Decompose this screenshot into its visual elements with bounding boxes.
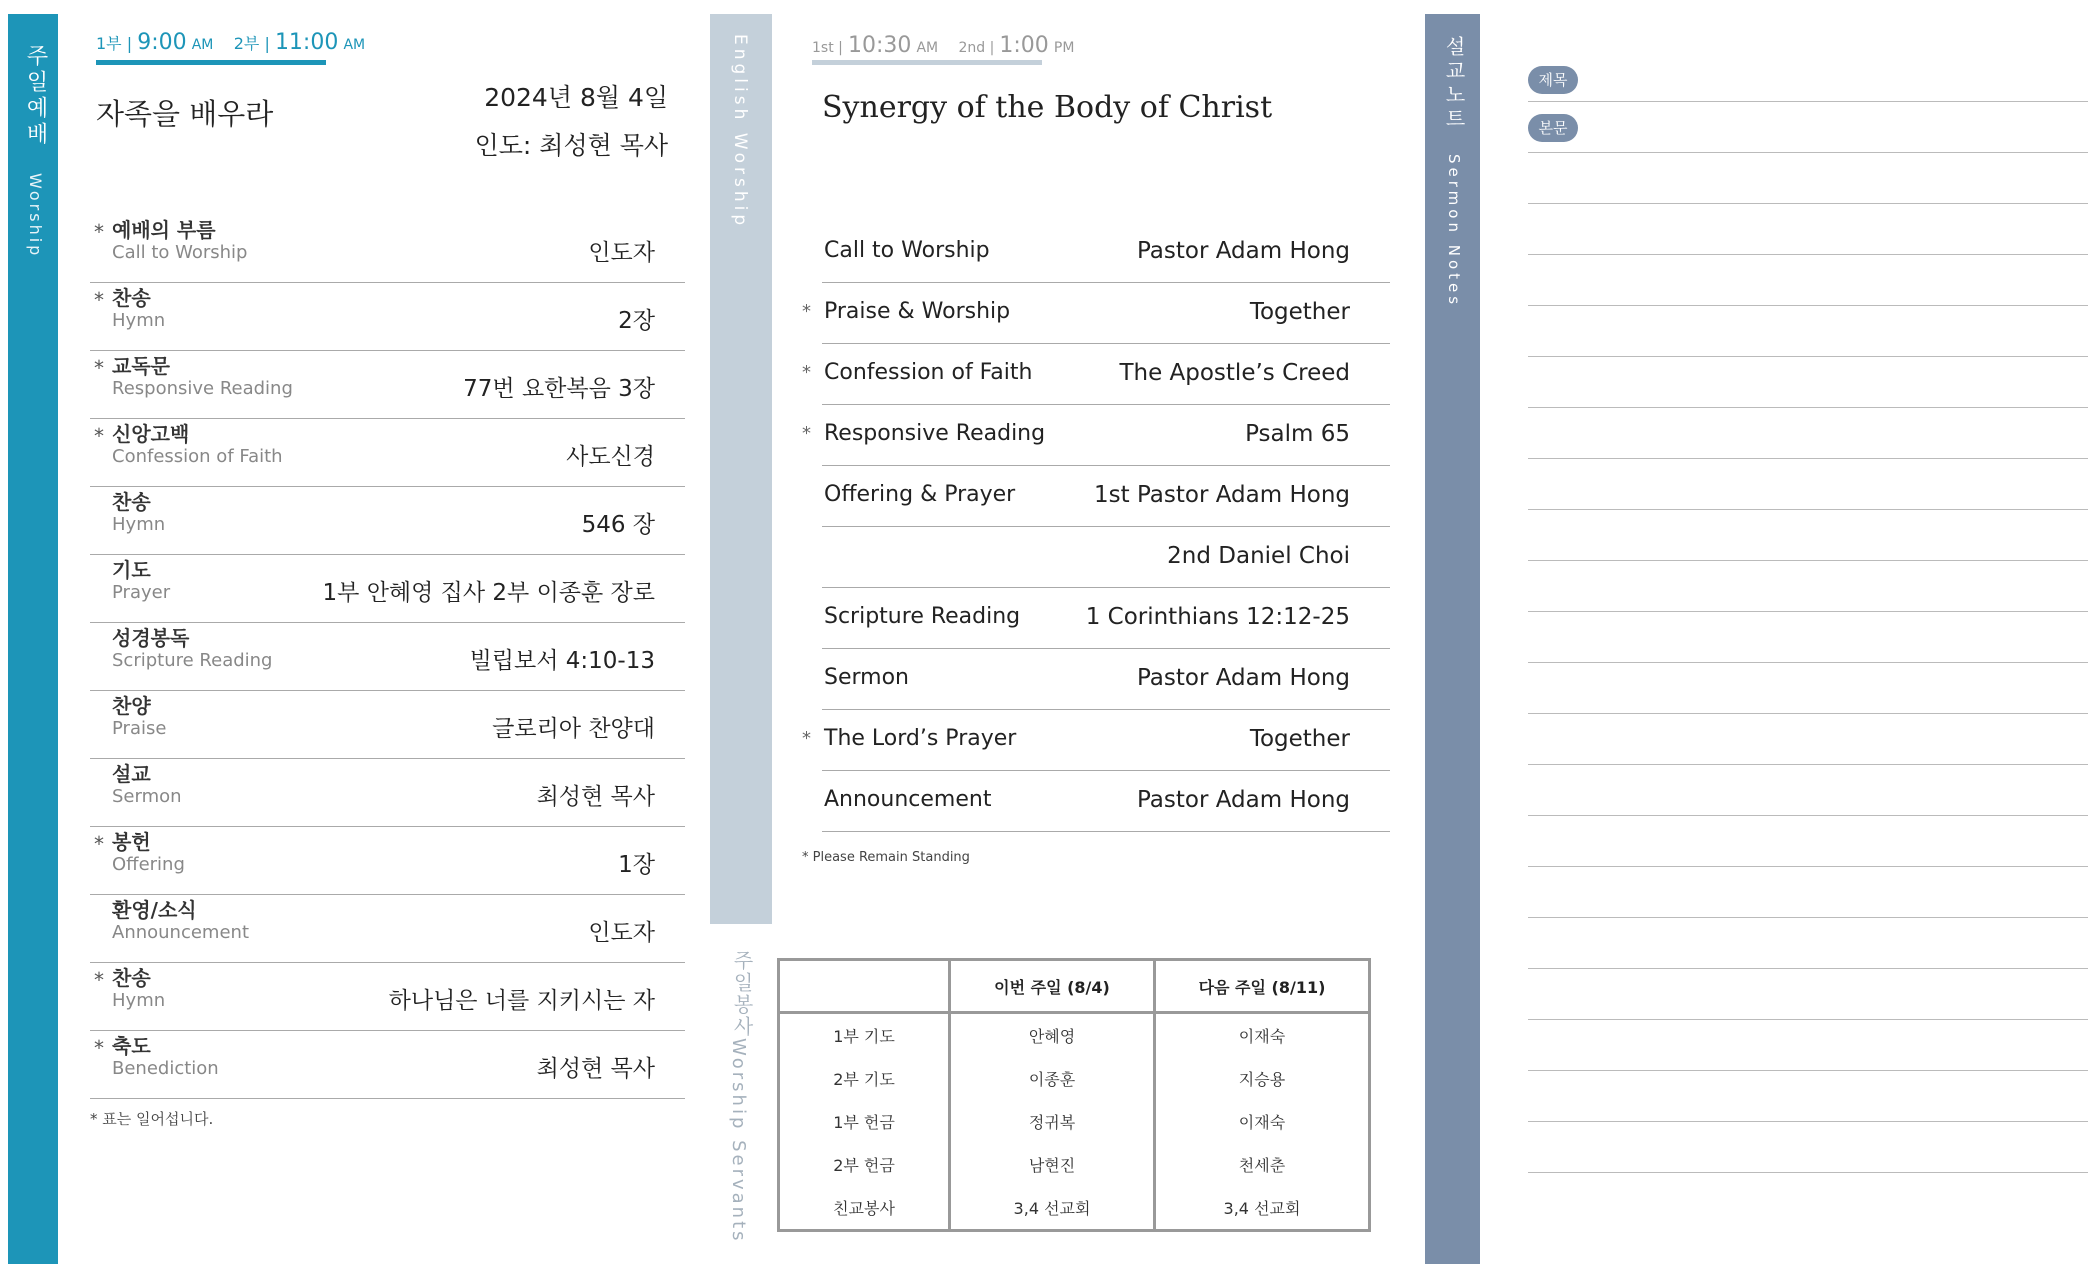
item-name: Announcement [824, 787, 992, 812]
standing-star: * [802, 423, 811, 444]
service-2-ampm: AM [343, 37, 366, 53]
table-row [779, 1013, 1370, 1058]
ko-order-row [90, 350, 685, 419]
ko-order-row [90, 214, 685, 283]
ko-order-row [90, 690, 685, 759]
en-service-2-time: 1:00 [999, 33, 1049, 58]
item-name-ko: 예배의 부름 [112, 218, 216, 242]
note-line [1528, 509, 2088, 510]
ko-order-row [90, 826, 685, 895]
item-name-ko: 찬송 [112, 966, 151, 990]
ko-order-row [90, 894, 685, 963]
item-value: 사도신경 [566, 444, 655, 470]
en-order-row [822, 588, 1390, 649]
sermon-title-ko: 자족을 배우라 [96, 97, 274, 131]
item-name-ko: 찬송 [112, 286, 151, 310]
item-name: Call to Worship [824, 238, 990, 263]
service-1-time: 9:00 [137, 30, 187, 55]
notes-label-ko: 설교노트 [1442, 36, 1466, 132]
item-name-en: Offering [112, 854, 185, 875]
service-1-ampm: AM [191, 37, 214, 53]
table-row [779, 1186, 1370, 1231]
servant-role: 2부 헌금 [833, 1156, 895, 1175]
item-value: Together [1249, 299, 1350, 325]
table-row [779, 1057, 1370, 1100]
note-line [1528, 662, 2088, 663]
item-value: 77번 요한복음 3장 [463, 376, 655, 402]
en-order-row [802, 405, 1390, 466]
item-value: 빌립보서 4:10-13 [469, 648, 655, 674]
english-service-times [812, 33, 1074, 58]
servants-label-en: Worship Servants [728, 1038, 749, 1244]
servant-this-week: 3,4 선교회 [950, 1186, 1155, 1231]
note-line [1528, 764, 2088, 765]
item-name-en: Hymn [112, 514, 166, 535]
en-service-2-label: 2nd | [958, 40, 995, 56]
standing-star: * [802, 728, 811, 749]
item-name-ko: 찬송 [112, 490, 151, 514]
servant-next-week: 천세춘 [1154, 1143, 1369, 1186]
note-line [1528, 356, 2088, 357]
standing-star: * [94, 1036, 104, 1060]
note-line [1528, 866, 2088, 867]
note-line [1528, 407, 2088, 408]
band-label-en: Worship [26, 173, 45, 259]
item-name-en: Prayer [112, 582, 171, 603]
item-name-en: Announcement [112, 922, 250, 943]
item-name-en: Call to Worship [112, 242, 248, 263]
en-service-1-ampm: AM [916, 40, 939, 56]
standing-star: * [94, 220, 104, 244]
item-name-ko: 환영/소식 [112, 898, 197, 922]
item-name-ko: 봉헌 [112, 830, 151, 854]
item-value: 인도자 [588, 920, 655, 946]
english-band-label: English Worship [730, 34, 750, 230]
note-line [1528, 152, 2088, 153]
note-line [1528, 458, 2088, 459]
servant-next-week: 3,4 선교회 [1154, 1186, 1369, 1231]
en-order-row [802, 344, 1390, 405]
item-value: 1장 [618, 852, 655, 878]
servant-role: 1부 헌금 [833, 1113, 895, 1132]
sermon-title-en: Synergy of the Body of Christ [822, 90, 1273, 125]
standing-star: * [94, 424, 104, 448]
title-label-pill: 제목 [1528, 66, 1578, 94]
note-line [1528, 1172, 2088, 1173]
note-line [1528, 713, 2088, 714]
item-name-en: Benediction [112, 1058, 219, 1079]
item-value: 1st Pastor Adam Hong [1094, 482, 1350, 508]
worship-servants-table [777, 958, 1371, 1232]
item-name: The Lord’s Prayer [824, 726, 1017, 751]
en-order-row [802, 283, 1390, 344]
item-name-en: Sermon [112, 786, 182, 807]
item-name: Praise & Worship [824, 299, 1011, 324]
table-row [779, 1100, 1370, 1143]
item-name-ko: 교독문 [112, 354, 170, 378]
servant-this-week: 안혜영 [950, 1013, 1155, 1058]
item-name-en: Hymn [112, 310, 166, 331]
item-name: Sermon [824, 665, 909, 690]
service-1-label: 1부 | [96, 34, 133, 53]
servant-this-week: 이종훈 [950, 1057, 1155, 1100]
item-name-ko: 기도 [112, 558, 151, 582]
standing-note-ko: * 표는 일어섭니다. [90, 1110, 214, 1128]
en-order-row [822, 466, 1390, 527]
item-value: 글로리아 찬양대 [492, 716, 655, 742]
note-line [1528, 968, 2088, 969]
ko-order-row [90, 418, 685, 487]
item-name-ko: 성경봉독 [112, 626, 190, 650]
item-name: Confession of Faith [824, 360, 1033, 385]
servant-role: 1부 기도 [833, 1027, 895, 1046]
worship-servants-label [728, 950, 757, 1244]
item-value: 최성현 목사 [536, 1056, 655, 1082]
sermon-notes-band [1425, 14, 1480, 1264]
item-value: The Apostle’s Creed [1119, 360, 1350, 386]
korean-service-times [96, 30, 365, 55]
en-service-1-time: 10:30 [847, 33, 912, 58]
servant-this-week: 정귀복 [950, 1100, 1155, 1143]
item-value: 1부 안혜영 집사 2부 이종훈 장로 [322, 580, 655, 606]
ko-order-row [90, 758, 685, 827]
en-order-row [822, 527, 1390, 588]
note-line [1528, 611, 2088, 612]
item-value: 인도자 [588, 240, 655, 266]
servant-next-week: 지승용 [1154, 1057, 1369, 1100]
note-line [1528, 1070, 2088, 1071]
english-worship-band [710, 14, 772, 924]
note-line [1528, 560, 2088, 561]
item-name: Responsive Reading [824, 421, 1046, 446]
item-name-en: Responsive Reading [112, 378, 293, 399]
item-value: 최성현 목사 [536, 784, 655, 810]
header-next-week: 다음 주일 (8/11) [1154, 960, 1369, 1013]
servant-role: 친교봉사 [833, 1199, 895, 1218]
item-value: Pastor Adam Hong [1136, 238, 1350, 264]
note-line [1528, 305, 2088, 306]
item-value: 1 Corinthians 12:12-25 [1085, 604, 1350, 630]
item-name-ko: 축도 [112, 1034, 151, 1058]
servant-next-week: 이재숙 [1154, 1013, 1369, 1058]
header-role [779, 960, 950, 1013]
en-order-row [802, 710, 1390, 771]
standing-note-en: * Please Remain Standing [802, 850, 970, 865]
header-this-week: 이번 주일 (8/4) [950, 960, 1155, 1013]
item-name-en: Confession of Faith [112, 446, 283, 467]
service-2-time: 11:00 [274, 30, 339, 55]
item-value: Pastor Adam Hong [1136, 665, 1350, 691]
servant-role: 2부 기도 [833, 1070, 895, 1089]
item-value: 546 장 [581, 512, 655, 538]
standing-star: * [94, 288, 104, 312]
item-name-en: Praise [112, 718, 167, 739]
table-row [779, 1143, 1370, 1186]
en-service-2-ampm: PM [1053, 40, 1075, 56]
standing-star: * [94, 356, 104, 380]
text-label-pill: 본문 [1528, 114, 1578, 142]
service-2-label: 2부 | [233, 34, 270, 53]
standing-star: * [94, 968, 104, 992]
standing-star: * [802, 362, 811, 383]
servant-next-week: 이재숙 [1154, 1100, 1369, 1143]
servant-this-week: 남현진 [950, 1143, 1155, 1186]
ko-order-row [90, 1030, 685, 1099]
item-value: Psalm 65 [1245, 421, 1350, 447]
item-name-en: Hymn [112, 990, 166, 1011]
ko-order-row [90, 486, 685, 555]
item-value: 2nd Daniel Choi [1167, 543, 1350, 569]
item-name: Scripture Reading [824, 604, 1021, 629]
en-times-underline [812, 60, 1042, 65]
note-line [1528, 917, 2088, 918]
note-line [1528, 203, 2088, 204]
item-name-en: Scripture Reading [112, 650, 273, 671]
en-order-row [822, 649, 1390, 710]
ko-order-row [90, 622, 685, 691]
ko-order-row [90, 282, 685, 351]
band-label-ko: 주일예배 [23, 44, 48, 148]
standing-star: * [94, 832, 104, 856]
en-order-row [822, 771, 1390, 832]
korean-worship-band [8, 14, 58, 1264]
en-order-row [822, 222, 1390, 283]
times-underline [96, 60, 326, 65]
notes-label-en: Sermon Notes [1445, 154, 1463, 309]
note-line [1528, 1121, 2088, 1122]
note-line [1528, 101, 2088, 102]
worship-leader: 인도: 최성현 목사 [474, 131, 668, 160]
note-line [1528, 815, 2088, 816]
ko-order-row [90, 554, 685, 623]
note-line [1528, 254, 2088, 255]
item-name-ko: 설교 [112, 762, 151, 786]
ko-order-row [90, 962, 685, 1031]
servants-label-ko: 주일봉사 [730, 950, 754, 1038]
item-value: 하나님은 너를 지키시는 자 [388, 988, 655, 1014]
item-value: Together [1249, 726, 1350, 752]
item-value: Pastor Adam Hong [1136, 787, 1350, 813]
note-line [1528, 1019, 2088, 1020]
item-name-ko: 신앙고백 [112, 422, 190, 446]
standing-star: * [802, 301, 811, 322]
item-name-ko: 찬양 [112, 694, 151, 718]
worship-date: 2024년 8월 4일 [484, 83, 668, 112]
table-header-row [779, 960, 1370, 1013]
en-service-1-label: 1st | [812, 40, 843, 56]
item-value: 2장 [618, 308, 655, 334]
item-name: Offering & Prayer [824, 482, 1016, 507]
